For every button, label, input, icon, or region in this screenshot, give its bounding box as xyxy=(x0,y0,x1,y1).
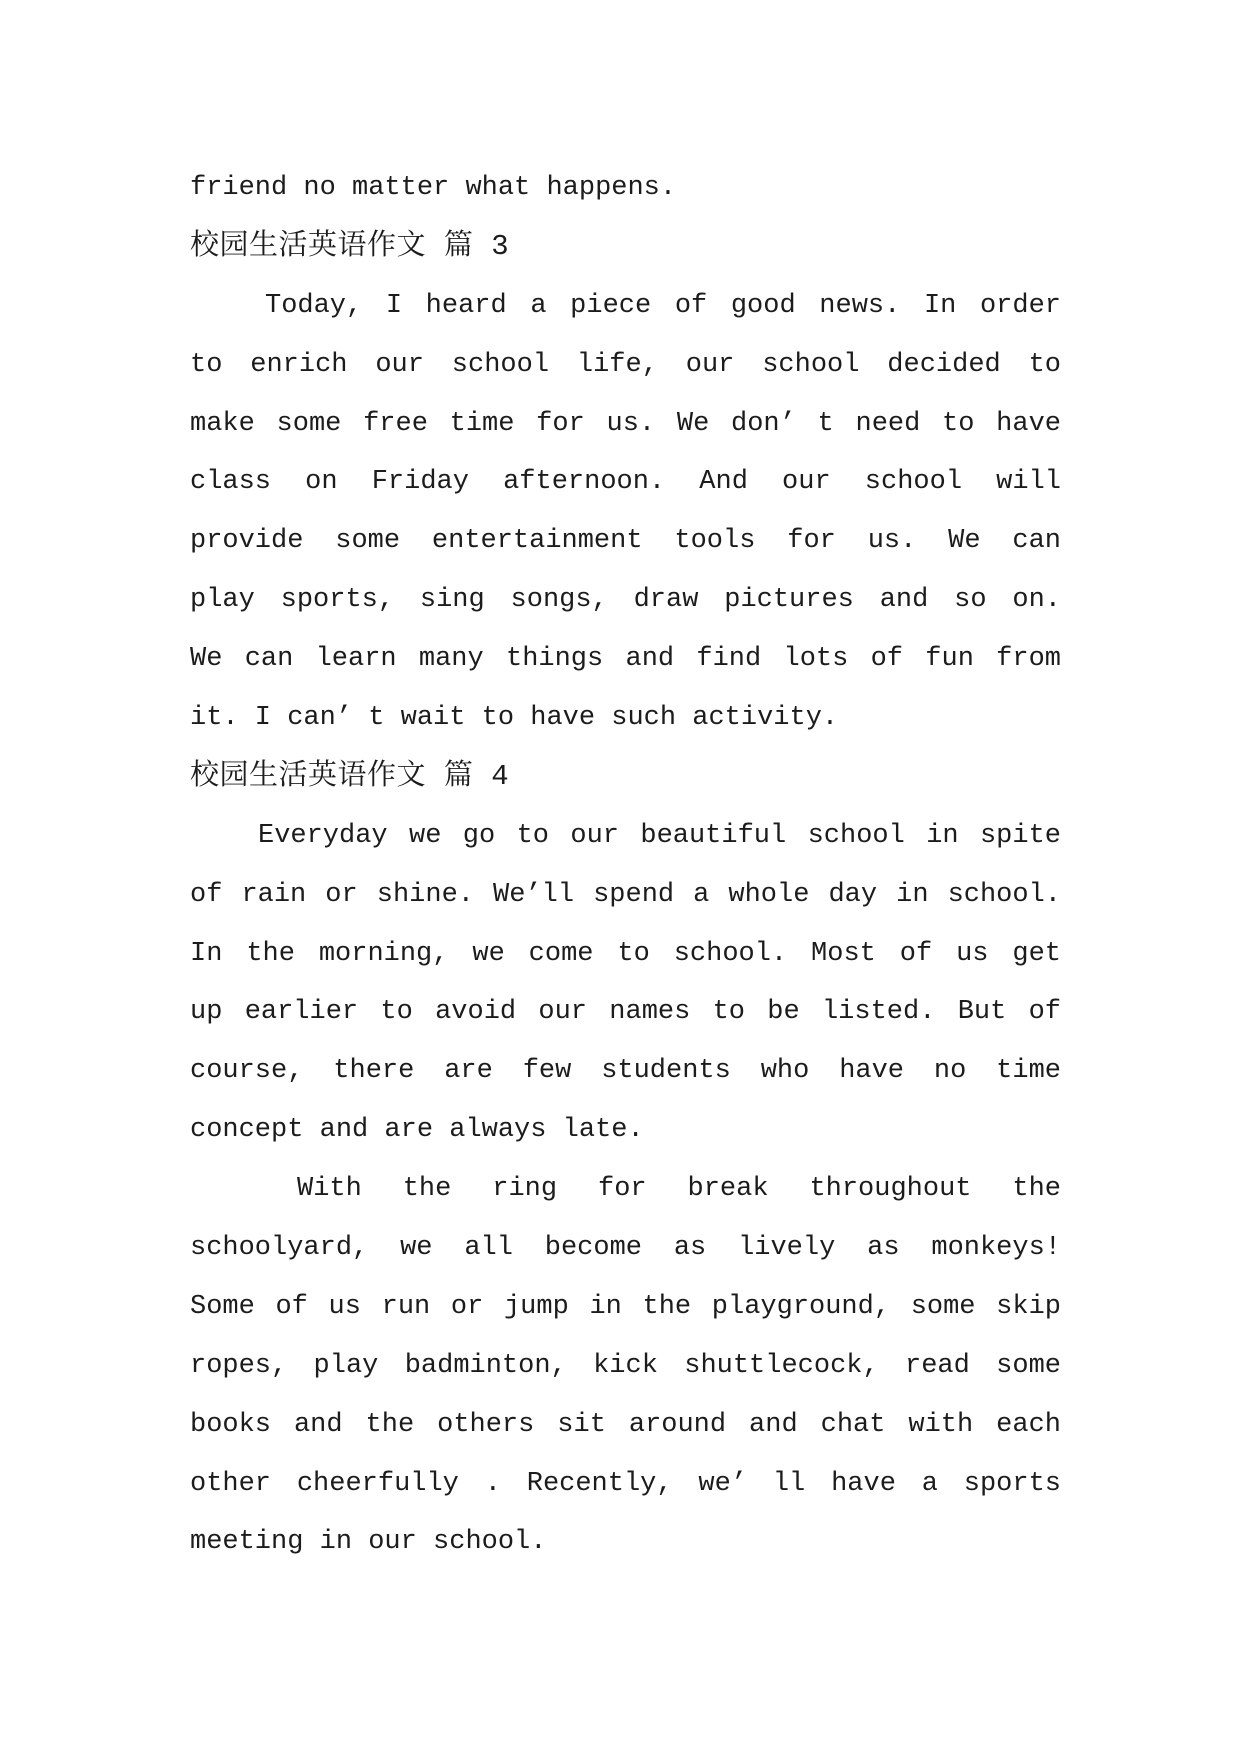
paragraph-line: make some free time for us. We don’ t need to have xyxy=(190,408,1061,439)
paragraph-line: class on Friday afternoon. And our school will xyxy=(190,467,1061,498)
continued-text-line: friend no matter what happens. xyxy=(190,173,677,203)
section-heading: 校园生活英语作文 篇 3 xyxy=(190,229,510,263)
paragraph-line: up earlier to avoid our names to be listed. But of xyxy=(190,997,1061,1028)
paragraph-line: play sports, sing songs, draw pictures and so on. xyxy=(190,585,1061,616)
paragraph-line: books and the others sit around and chat with each xyxy=(190,1409,1061,1440)
document-body xyxy=(190,159,1061,1572)
paragraph-line: In the morning, we come to school. Most of us get xyxy=(190,938,1061,969)
paragraph xyxy=(190,277,1061,748)
paragraph-line: concept and are always late. xyxy=(190,1115,644,1146)
paragraph-line: With the ring for break throughout the xyxy=(297,1174,1061,1205)
paragraph-line: Everyday we go to our beautiful school in spite xyxy=(258,820,1061,851)
paragraph-line: We can learn many things and find lots of fun from xyxy=(190,644,1061,675)
paragraph-line: it. I can’ t wait to have such activity. xyxy=(190,703,839,734)
paragraph-line: meeting in our school. xyxy=(190,1527,547,1558)
paragraph-line: course, there are few students who have no time xyxy=(190,1056,1061,1087)
paragraph-line: provide some entertainment tools for us. We can xyxy=(190,526,1061,557)
paragraph-line: schoolyard, we all become as lively as monkeys! xyxy=(190,1233,1061,1264)
paragraph-line: other cheerfully . Recently, we’ ll have a sports xyxy=(190,1468,1061,1499)
section-heading: 校园生活英语作文 篇 4 xyxy=(190,759,510,793)
paragraph-line: Today, I heard a piece of good news. In order xyxy=(265,290,1061,321)
paragraph-line: ropes, play badminton, kick shuttlecock, read some xyxy=(190,1350,1061,1381)
paragraph xyxy=(190,1160,1061,1572)
paragraph xyxy=(190,807,1061,1160)
paragraph-line: to enrich our school life, our school decided to xyxy=(190,349,1061,380)
paragraph-line: of rain or shine. We’ll spend a whole day in school. xyxy=(190,879,1061,910)
paragraph-line: Some of us run or jump in the playground, some skip xyxy=(190,1291,1061,1322)
